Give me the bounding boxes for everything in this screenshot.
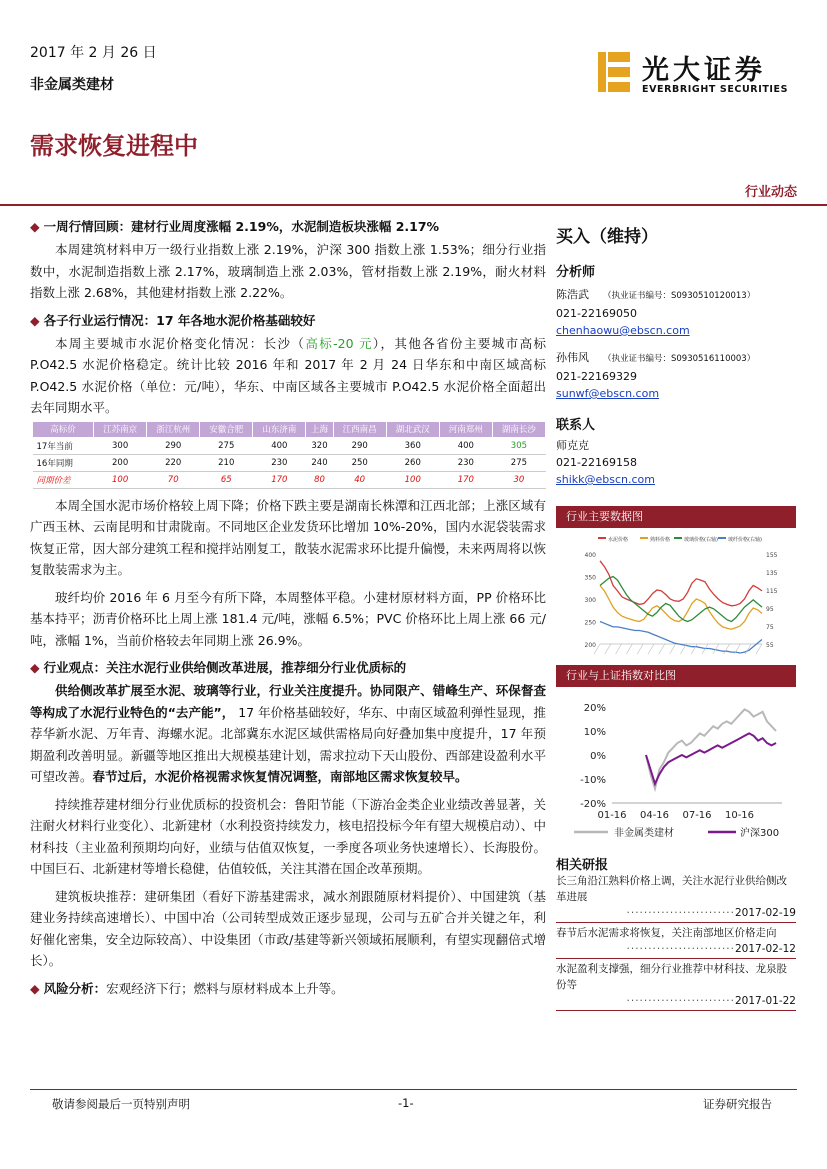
x-tick-label: 01-16 — [597, 810, 627, 821]
y-right-tick-label: 135 — [766, 570, 778, 577]
paragraph: 本周全国水泥市场价格较上周下降；价格下跌主要是湖南长株潭和江西北部；上涨区域有广西玉林、云南昆明和甘肃陇南。不同地区企业发货环比增加 10%-20%，国内水泥袋装需求恢复正常，因大部分建筑工程和搅拌站刚复工，散装水泥需求环比提升偏慢，未来两周将以恢复散装需求为主。 — [30, 497, 546, 577]
diamond-bullet-icon: ◆ — [30, 660, 40, 675]
table-header-cell: 高标价 — [33, 421, 94, 437]
y-tick-label: 400 — [584, 552, 596, 559]
paragraph: 玻纤均价 2016 年 6 月至今有所下降，本周整体平稳。小建材原材料方面，PP 价格环比基本持平；沥青价格环比上周上涨 181.4 元/吨，涨幅 6.5%；PVC 价格环比上周上涨 66 元/吨，涨幅 1%，当前价格较去年同期上涨 26.9%。 — [30, 589, 546, 648]
brand-logo-icon — [598, 52, 632, 92]
y-tick-label: 10% — [583, 727, 606, 738]
legend-label: 沪深300 — [740, 828, 780, 839]
y-tick-label: 200 — [584, 642, 596, 649]
y-right-tick-label: 75 — [766, 624, 774, 631]
y-tick-label: 350 — [584, 574, 596, 582]
related-report-title[interactable]: 春节后水泥需求将恢复，关注南部地区价格走向 — [556, 927, 777, 939]
table-cell: 275 — [200, 437, 253, 454]
y-tick-label: 250 — [584, 619, 596, 627]
table-cell: 230 — [439, 454, 492, 471]
legend-label: 熟料价格 — [650, 537, 671, 543]
section-heading: ◆ 各子行业运行情况：17 年各地水泥价格基础较好 — [30, 312, 316, 328]
table-cell: 100 — [386, 471, 439, 488]
chart-bg — [556, 528, 796, 660]
table-cell: 210 — [200, 454, 253, 471]
table-cell: 305 — [492, 437, 545, 454]
sidebar — [556, 222, 796, 1013]
table-cell: 40 — [333, 471, 386, 488]
diamond-bullet-icon: ◆ — [30, 219, 40, 234]
table-cell: 290 — [147, 437, 200, 454]
page-title: 需求恢复进程中 — [30, 132, 198, 160]
industry-data-chart — [556, 528, 796, 660]
analyst-heading: 分析师 — [556, 265, 596, 280]
page-number: -1- — [398, 1096, 414, 1110]
analyst-card: 陈浩武 （执业证书编号：S0930510120013） 021-22169050 chenhaowu@ebscn.com — [556, 288, 756, 337]
table-header-cell: 安徽合肥 — [200, 421, 253, 437]
related-report-title[interactable]: 水泥盈利支撑强，细分行业推荐中材科技、龙泉股份等 — [556, 963, 787, 991]
row-label: 17年当前 — [33, 437, 94, 454]
y-tick-label: 300 — [584, 597, 596, 604]
diamond-bullet-icon: ◆ — [30, 980, 40, 996]
y-tick-label: -20% — [580, 799, 606, 810]
y-right-tick-label: 95 — [766, 606, 774, 613]
contact-heading: 联系人 — [556, 418, 596, 433]
report-label: 证券研究报告 — [703, 1097, 772, 1111]
header-divider — [0, 204, 827, 206]
table-cell: 360 — [386, 437, 439, 454]
contact-email-link[interactable]: shikk@ebscn.com — [556, 473, 655, 486]
table-cell: 65 — [200, 471, 253, 488]
table-cell: 290 — [333, 437, 386, 454]
report-date: 2017 年 2 月 26 日 — [30, 45, 157, 61]
sector-label: 非金属类建材 — [30, 77, 114, 93]
row-label: 16年同期 — [33, 454, 94, 471]
related-report-title[interactable]: 长三角沿江熟料价格上调，关注水泥行业供给侧改革进展 — [556, 875, 787, 903]
section-heading: ◆ 一周行情回顾：建材行业周度涨幅 2.19%，水泥制造板块涨幅 2.17% — [30, 219, 440, 234]
table-cell: 30 — [492, 471, 545, 488]
table-row — [33, 471, 546, 488]
y-right-tick-label: 55 — [766, 642, 774, 649]
table-header-cell: 湖北武汉 — [386, 421, 439, 437]
related-divider — [556, 922, 796, 923]
report-type-tag: 行业动态 — [744, 185, 797, 200]
related-heading: 相关研报 — [556, 858, 609, 873]
table-cell: 170 — [439, 471, 492, 488]
y-right-tick-label: 155 — [766, 552, 778, 559]
table-header-cell: 江西南昌 — [333, 421, 386, 437]
paragraph: 持续推荐建材细分行业优质标的投资机会：鲁阳节能（下游冶金类企业业绩改善显著，关注耐火材料行业变化）、北新建材（水利投资持续发力，核电招投标今年有望大规模启动）、中材科技（主业盈利预期均向好，业绩与估值双恢复，一季度各项业务快速增长）、长海股份。中国巨石、北新建材等增长稳健，估值较低，关注其潜在国企改革预期。 — [30, 796, 546, 876]
rating: 买入（维持） — [556, 227, 658, 247]
paragraph: 本周建筑材料申万一级行业指数上涨 2.19%，沪深 300 指数上涨 1.53%；细分行业指数中，水泥制造指数上涨 2.17%，玻璃制造上涨 2.03%，管材指数上涨 2.19%，耐火材料指数上涨 2.68%，其他建材指数上涨 2.22%。 — [30, 242, 546, 300]
brand-name-cn: 光大证券 — [642, 55, 766, 86]
y-tick-label: 0% — [590, 751, 606, 762]
table-cell: 260 — [386, 454, 439, 471]
chart2-title: 行业与上证指数对比图 — [556, 665, 796, 687]
brand-name-en: EVERBRIGHT SECURITIES — [642, 84, 789, 95]
analyst-card: 孙伟风 （执业证书编号：S0930516110003） 021-22169329 sunwf@ebscn.com — [556, 351, 756, 400]
legend-label: 玻璃价格(右轴) — [684, 537, 718, 543]
table-header-cell: 河南郑州 — [439, 421, 492, 437]
table-cell: 230 — [253, 454, 306, 471]
legend-label: 水泥价格 — [608, 537, 629, 543]
table-cell: 400 — [439, 437, 492, 454]
disclaimer-note: 敬请参阅最后一页特别声明 — [52, 1097, 190, 1111]
legend-label: 玻纤价格(右轴) — [728, 537, 762, 543]
paragraph: 供给侧改革扩展至水泥、玻璃等行业，行业关注度提升。协同限产、错峰生产、环保督查等构成了水泥行业特色的“去产能”， 17 年价格基础较好，华东、中南区域盈利弹性显现，推荐华新水泥、万年青、海螺水泥。北部冀东水泥区域供需格局向好叠加集中度提升，17 年预期盈利改善明显。新疆等地区推出大规模基建计划，需求拉动下天山股份、西部建设盈利水平可望改善。春节过后，水泥价格视需求恢复情况调整，南部地区需求恢复较早。 — [30, 683, 546, 784]
table-cell: 100 — [94, 471, 147, 488]
related-divider — [556, 1010, 796, 1011]
table-header-cell: 湖南长沙 — [492, 421, 545, 437]
related-report-date: ·························2017-02-19 — [626, 907, 796, 919]
table-cell: 250 — [333, 454, 386, 471]
paragraph: 建筑板块推荐：建研集团（看好下游基建需求，减水剂跟随原材料提价）、中国建筑（基建业务持续高速增长）、中国中冶（公司转型成效正逐步显现，公司与五矿合并关键之年，利好催化密集，安全边际较高）、中设集团（市政/基建等新兴领域拓展顺利，有望实现翻倍式增长）。 — [30, 888, 546, 968]
analyst-email-link[interactable]: chenhaowu@ebscn.com — [556, 324, 690, 337]
footer-divider — [30, 1089, 797, 1090]
x-tick-label: 10-16 — [724, 810, 755, 821]
x-tick-label: 07-16 — [682, 810, 712, 821]
table-header-cell: 山东济南 — [253, 421, 306, 437]
legend-label: 非金属类建材 — [614, 828, 674, 839]
analyst-email-link[interactable]: sunwf@ebscn.com — [556, 387, 660, 400]
table-row — [33, 437, 546, 454]
table-cell: 170 — [253, 471, 306, 488]
related-divider — [556, 958, 796, 959]
related-report-date: ·························2017-02-12 — [626, 943, 796, 955]
diamond-bullet-icon: ◆ — [30, 312, 40, 328]
y-right-tick-label: 115 — [766, 588, 778, 595]
table-row — [33, 454, 546, 471]
section-heading: ◆ 行业观点：关注水泥行业供给侧改革进展，推荐细分行业优质标的 — [30, 660, 407, 675]
cement-price-table — [32, 421, 546, 489]
table-cell: 275 — [492, 454, 545, 471]
table-cell: 220 — [147, 454, 200, 471]
table-cell: 200 — [94, 454, 147, 471]
contact-card: 师克克 021-22169158 shikk@ebscn.com — [556, 439, 655, 486]
table-cell: 70 — [147, 471, 200, 488]
table-header-cell: 江苏南京 — [94, 421, 147, 437]
index-comparison-chart — [556, 687, 796, 849]
paragraph: 本周主要城市水泥价格变化情况：长沙（高标-20 元），其他各省份主要城市高标 P.O42.5 水泥价格稳定。统计比较 2016 年和 2017 年 2 月 24 日华东和中南区域高标 P.O42.5 水泥价格（单位：元/吨），华东、中南区域各主要城市 P.O42.5 水泥价格全面超出去年同期水平。 — [30, 335, 546, 415]
y-tick-label: -10% — [580, 775, 606, 786]
table-cell: 320 — [306, 437, 333, 454]
table-cell: 300 — [94, 437, 147, 454]
related-reports — [556, 873, 796, 1011]
related-report-date: ·························2017-01-22 — [626, 995, 796, 1007]
y-tick-label: 20% — [583, 703, 606, 714]
risk-analysis: ◆ 风险分析：宏观经济下行；燃料与原材料成本上升等。 — [30, 980, 344, 996]
table-cell: 80 — [306, 471, 333, 488]
table-cell: 400 — [253, 437, 306, 454]
row-label: 同期价差 — [33, 471, 94, 488]
table-header-cell: 浙江杭州 — [147, 421, 200, 437]
x-tick-label: 04-16 — [639, 810, 670, 821]
table-cell: 240 — [306, 454, 333, 471]
table-header-cell: 上海 — [306, 421, 333, 437]
main-column — [30, 216, 546, 998]
chart1-title: 行业主要数据图 — [556, 506, 796, 528]
